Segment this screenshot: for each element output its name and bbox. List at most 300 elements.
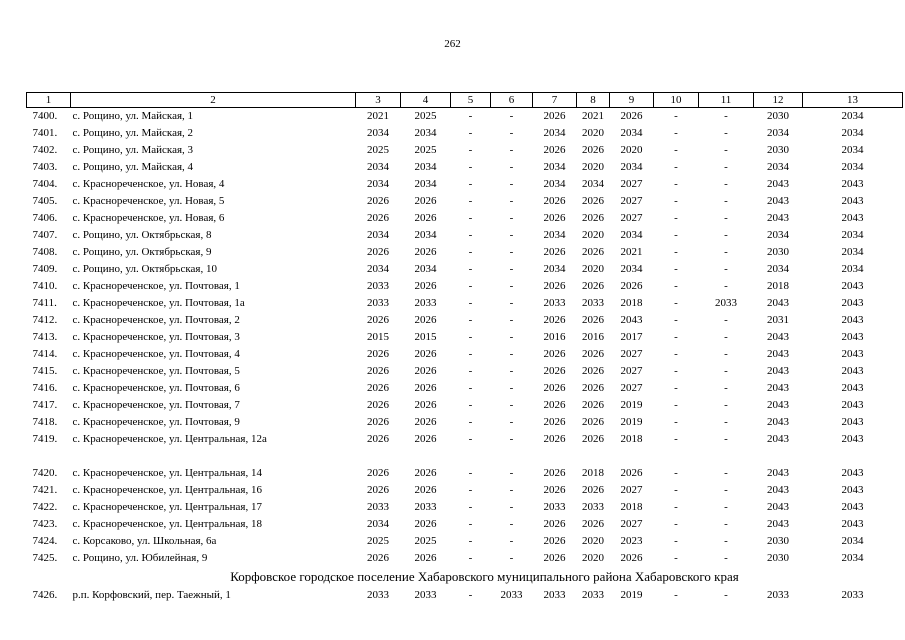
table-cell: 2043 [841,212,864,224]
table-cell: с. Краснореченское, ул. Почтовая, 9 [72,416,240,428]
table-cell: 2026 [582,314,604,326]
table-cell: с. Краснореченское, ул. Центральная, 14 [72,467,262,479]
table-cell: 2033 [414,501,437,513]
table-cell: - [674,518,678,530]
table-cell: 2020 [620,144,643,156]
table-cell: - [724,501,728,513]
table-cell: с. Краснореченское, ул. Почтовая, 2 [72,314,240,326]
table-row [27,329,903,346]
table-cell: - [674,484,678,496]
table-cell: с. Рощино, ул. Октябрьская, 10 [72,263,217,275]
table-cell: - [468,263,473,275]
table-cell: - [509,416,514,428]
table-cell: 2026 [582,416,604,428]
table-row [27,159,903,176]
table-cell: 2026 [367,467,389,479]
table-cell: 2043 [841,365,864,377]
table-cell: 2034 [620,229,643,241]
table-cell: с. Краснореченское, ул. Центральная, 17 [72,501,262,513]
table-cell: 2026 [414,314,437,326]
table-cell: 2027 [620,518,643,530]
table-cell: - [674,280,678,292]
table-cell: 7414. [32,348,58,360]
table-cell: - [724,433,728,445]
table-cell: - [468,110,473,122]
table-cell: 7416. [32,382,58,394]
table-cell: 7420. [32,467,58,479]
table-cell: р.п. Корфовский, пер. Таежный, 1 [72,589,231,601]
table-cell: 2027 [620,348,643,360]
table-cell: - [468,144,473,156]
table-cell: 2025 [367,535,389,547]
spacer-row [27,448,903,465]
table-cell: 2034 [767,263,789,275]
table-cell: - [724,161,728,173]
table-cell: - [674,161,678,173]
table-cell: 2026 [543,467,566,479]
table-cell: 2018 [767,280,789,292]
table-cell: 2019 [620,416,643,428]
table-cell: 2033 [414,297,437,309]
table-cell: 7408. [32,246,58,258]
table-cell: 2027 [620,484,643,496]
table-cell: - [674,212,678,224]
table-cell: 2034 [543,161,566,173]
table-cell: 7406. [32,212,58,224]
table-cell: - [509,501,514,513]
table-cell: 2034 [620,161,643,173]
table-cell: - [509,195,514,207]
table-cell: 2043 [841,416,864,428]
table-cell: - [509,535,514,547]
table-cell: 2026 [582,433,604,445]
table-cell: - [509,212,514,224]
table-cell: 2026 [582,365,604,377]
table-cell: 2027 [620,178,643,190]
table-cell: 7422. [32,501,58,513]
table-cell: 2018 [620,297,643,309]
table-cell: 2030 [767,535,789,547]
table-cell: 7418. [32,416,58,428]
table-cell: - [509,365,514,377]
table-cell: 2034 [414,229,437,241]
table-cell: 7426. [32,589,58,601]
table-cell: 2027 [620,212,643,224]
table-row [27,550,903,567]
table-cell: 2034 [841,535,864,547]
table-cell: 2034 [841,552,864,564]
table-cell: 2034 [414,178,437,190]
table-cell: - [724,280,728,292]
table-row [27,499,903,516]
table-cell: с. Краснореченское, ул. Почтовая, 3 [72,331,240,343]
table-cell: 2026 [620,552,643,564]
table-cell: с. Краснореченское, ул. Новая, 6 [72,212,225,224]
table-cell: - [509,552,514,564]
column-header: 1 [27,93,71,108]
page-number: 262 [444,38,461,50]
table-cell: 2020 [582,263,604,275]
table-cell: 2043 [767,484,789,496]
table-cell: с. Краснореченское, ул. Центральная, 12а [72,433,267,445]
table-cell: 2020 [582,535,604,547]
table-cell: 2026 [414,365,437,377]
table-cell: - [509,467,514,479]
table-cell: - [674,589,678,601]
table-cell: 2043 [767,331,789,343]
table-cell: 2026 [582,484,604,496]
table-cell: с. Краснореченское, ул. Центральная, 18 [72,518,262,530]
table-cell: 7405. [32,195,58,207]
table-cell: 2043 [841,195,864,207]
table-cell: 2018 [620,501,643,513]
table-cell: 2026 [582,348,604,360]
table-row [27,380,903,397]
table-cell: - [674,110,678,122]
table-cell: 2026 [543,348,566,360]
table-cell: - [509,161,514,173]
table-cell: 2025 [414,535,437,547]
table-cell: 2026 [367,433,389,445]
table-cell: 2026 [367,195,389,207]
table-cell: 2026 [367,484,389,496]
table-cell: 2043 [767,467,789,479]
table-cell: 2034 [367,518,389,530]
table-cell: 2043 [767,178,789,190]
section-title-row [27,567,903,587]
table-cell: с. Краснореченское, ул. Новая, 4 [72,178,225,190]
table-cell: - [724,314,728,326]
table-cell: 2033 [543,589,566,601]
table-cell: - [468,161,473,173]
table-cell: - [674,229,678,241]
table-cell: - [468,484,473,496]
table-cell: 2043 [841,433,864,445]
table-cell: - [468,382,473,394]
table-cell: - [724,365,728,377]
table-cell: 2026 [543,399,566,411]
header-row [27,93,903,108]
table-row [27,587,903,604]
table-cell: 2026 [582,144,604,156]
table-cell: 2016 [582,331,604,343]
table-cell: 2030 [767,144,789,156]
table-cell: - [468,589,473,601]
table-cell: 2034 [841,127,864,139]
table-row [27,244,903,261]
table-cell: - [724,399,728,411]
table-cell: с. Рощино, ул. Юбилейная, 9 [72,552,208,564]
table-cell: 2026 [367,382,389,394]
table-cell: 2026 [414,433,437,445]
table-cell: 2026 [367,416,389,428]
table-cell: - [674,144,678,156]
table-row [27,227,903,244]
table-cell: 2026 [543,246,566,258]
section-title: Корфовское городское поселение Хабаровского муниципального района Хабаровского края [230,569,739,584]
table-cell: - [724,144,728,156]
table-cell: 2026 [414,382,437,394]
table-cell: 2025 [367,144,389,156]
table-cell: - [509,110,514,122]
table-cell: 2026 [367,348,389,360]
table-cell: - [674,416,678,428]
table-cell: с. Рощино, ул. Майская, 4 [72,161,194,173]
table-row [27,295,903,312]
column-header: 9 [610,93,654,108]
table-cell: 2026 [620,280,643,292]
table-row [27,125,903,142]
table-cell: 2026 [543,195,566,207]
table-cell: - [674,535,678,547]
table-cell: - [674,348,678,360]
table-cell: 2034 [841,110,864,122]
table-cell: 2034 [367,229,389,241]
table-cell: - [724,535,728,547]
table-cell: - [674,314,678,326]
table-cell: 2034 [841,263,864,275]
table-cell: 7413. [32,331,58,343]
table-cell: 2026 [543,433,566,445]
table-cell: - [674,382,678,394]
table-cell: 7423. [32,518,58,530]
table-cell: - [674,467,678,479]
table-row [27,414,903,431]
table-cell: 2034 [841,229,864,241]
table-cell: - [509,348,514,360]
spacer-cell [27,448,903,465]
table-cell: с. Рощино, ул. Октябрьская, 8 [72,229,212,241]
table-cell: 2026 [414,416,437,428]
table-cell: 2030 [767,246,789,258]
table-cell: - [509,331,514,343]
table-cell: - [674,501,678,513]
table-row [27,346,903,363]
table-cell: 2034 [767,229,789,241]
table-cell: 2033 [582,501,604,513]
table-cell: - [509,297,514,309]
table-cell: - [674,246,678,258]
table-cell: - [509,144,514,156]
table-cell: 2026 [582,195,604,207]
table-cell: - [468,280,473,292]
table-cell: - [724,348,728,360]
column-header: 10 [654,93,699,108]
table-cell: 2034 [543,178,566,190]
table-cell: 2026 [367,314,389,326]
table-cell: 2021 [620,246,643,258]
table-cell: 2026 [582,246,604,258]
table-cell: - [468,314,473,326]
table-cell: - [724,263,728,275]
table-cell: - [509,263,514,275]
table-cell: 2020 [582,552,604,564]
table-cell: - [468,212,473,224]
table-cell: - [674,195,678,207]
table-cell: 2033 [367,501,389,513]
table-cell: - [724,331,728,343]
table-cell: 2026 [414,518,437,530]
table-cell: - [468,331,473,343]
column-header: 5 [451,93,491,108]
table-cell: - [509,484,514,496]
table-cell: с. Рощино, ул. Майская, 1 [72,110,194,122]
table-row [27,176,903,193]
table-cell: 2015 [367,331,389,343]
table-row [27,431,903,448]
table-cell: - [724,212,728,224]
table-cell: 2034 [414,161,437,173]
column-header: 4 [401,93,451,108]
table-cell: - [509,127,514,139]
table-cell: с. Краснореченское, ул. Почтовая, 7 [72,399,240,411]
table-cell: 2043 [767,365,789,377]
table-cell: 7409. [32,263,58,275]
table-cell: - [468,518,473,530]
table-cell: - [724,484,728,496]
table-cell: с. Краснореченское, ул. Почтовая, 6 [72,382,240,394]
table-cell: 2021 [582,110,604,122]
table-cell: с. Краснореченское, ул. Почтовая, 1а [72,297,245,309]
table-cell: - [724,178,728,190]
table-cell: - [724,127,728,139]
table-cell: 2034 [367,263,389,275]
column-header: 2 [71,93,356,108]
table-cell: 2043 [841,399,864,411]
table-cell: 2033 [367,297,389,309]
table-cell: 2020 [582,161,604,173]
table-cell: - [724,589,728,601]
table-cell: 2034 [620,127,643,139]
table-row [27,210,903,227]
table-cell: - [468,127,473,139]
table-cell: 2033 [582,589,604,601]
table-cell: 7419. [32,433,58,445]
table-cell: 2026 [543,416,566,428]
table-cell: 2026 [414,467,437,479]
table-cell: 2026 [582,382,604,394]
table-cell: 2043 [767,382,789,394]
table-cell: - [724,195,728,207]
table-cell: 2018 [620,433,643,445]
table-cell: - [724,518,728,530]
table-cell: с. Краснореченское, ул. Почтовая, 5 [72,365,240,377]
table-cell: с. Рощино, ул. Майская, 2 [72,127,194,139]
table-row [27,312,903,329]
column-header: 3 [356,93,401,108]
table-cell: 2043 [841,484,864,496]
table-cell: - [468,348,473,360]
table-row [27,193,903,210]
table-cell: 2026 [414,484,437,496]
table-cell: 2043 [767,433,789,445]
table-cell: 2033 [715,297,737,309]
table-cell: 2020 [582,229,604,241]
table-cell: 2043 [767,348,789,360]
table-cell: 2021 [367,110,389,122]
table-cell: 2026 [543,535,566,547]
table-cell: 7424. [32,535,58,547]
table-cell: 2043 [841,314,864,326]
table-cell: 2043 [767,518,789,530]
table-cell: 2034 [543,229,566,241]
table-cell: 2043 [767,399,789,411]
table-cell: 2027 [620,195,643,207]
table-cell: 2026 [543,144,566,156]
table-cell: 2033 [582,297,604,309]
table-cell: 2033 [414,589,437,601]
table-cell: 2043 [841,331,864,343]
table-cell: 2027 [620,365,643,377]
table-cell: 7403. [32,161,58,173]
table-cell: с. Краснореченское, ул. Почтовая, 1 [72,280,240,292]
table-cell: 7404. [32,178,58,190]
table-row [27,278,903,295]
table-cell: 2043 [767,297,789,309]
table-cell: с. Корсаково, ул. Школьная, 6а [72,535,217,547]
table-cell: 7417. [32,399,58,411]
table-cell: 7415. [32,365,58,377]
table-cell: 2043 [841,467,864,479]
table-cell: - [674,297,678,309]
table-cell: 7407. [32,229,58,241]
table-cell: 2043 [841,280,864,292]
table-cell: 2043 [767,416,789,428]
column-header: 6 [491,93,533,108]
table-cell: 2026 [414,280,437,292]
column-header: 13 [803,93,903,108]
table-row [27,516,903,533]
table-cell: - [468,467,473,479]
table-cell: - [509,280,514,292]
column-header: 11 [699,93,754,108]
table-cell: 7425. [32,552,58,564]
table-cell: 2015 [414,331,437,343]
table-cell: 2034 [620,263,643,275]
table-cell: с. Краснореченское, ул. Центральная, 16 [72,484,262,496]
table-cell: 2033 [543,297,566,309]
table-cell: 2026 [414,212,437,224]
table-row [27,482,903,499]
table-cell: - [674,178,678,190]
table-cell: - [468,552,473,564]
table-row [27,142,903,159]
table-cell: 7402. [32,144,58,156]
table-cell: 2033 [500,589,523,601]
table-cell: 2026 [543,365,566,377]
table-cell: 2026 [414,552,437,564]
table-cell: - [674,127,678,139]
table-cell: - [724,246,728,258]
table-cell: 2034 [543,127,566,139]
table-row [27,363,903,380]
table-cell: 2033 [767,589,789,601]
table-cell: 2033 [367,589,389,601]
table-cell: - [674,552,678,564]
table-cell: 2034 [841,246,864,258]
table-cell: 2026 [543,518,566,530]
table-cell: - [468,416,473,428]
table-cell: 2034 [367,161,389,173]
table-cell: 2026 [582,280,604,292]
table-cell: - [674,331,678,343]
table-cell: 2034 [414,127,437,139]
table-cell: 2031 [767,314,789,326]
table-cell: 2026 [414,399,437,411]
table-cell: с. Краснореченское, ул. Почтовая, 4 [72,348,240,360]
table-cell: 2034 [767,127,789,139]
table-cell: - [509,518,514,530]
